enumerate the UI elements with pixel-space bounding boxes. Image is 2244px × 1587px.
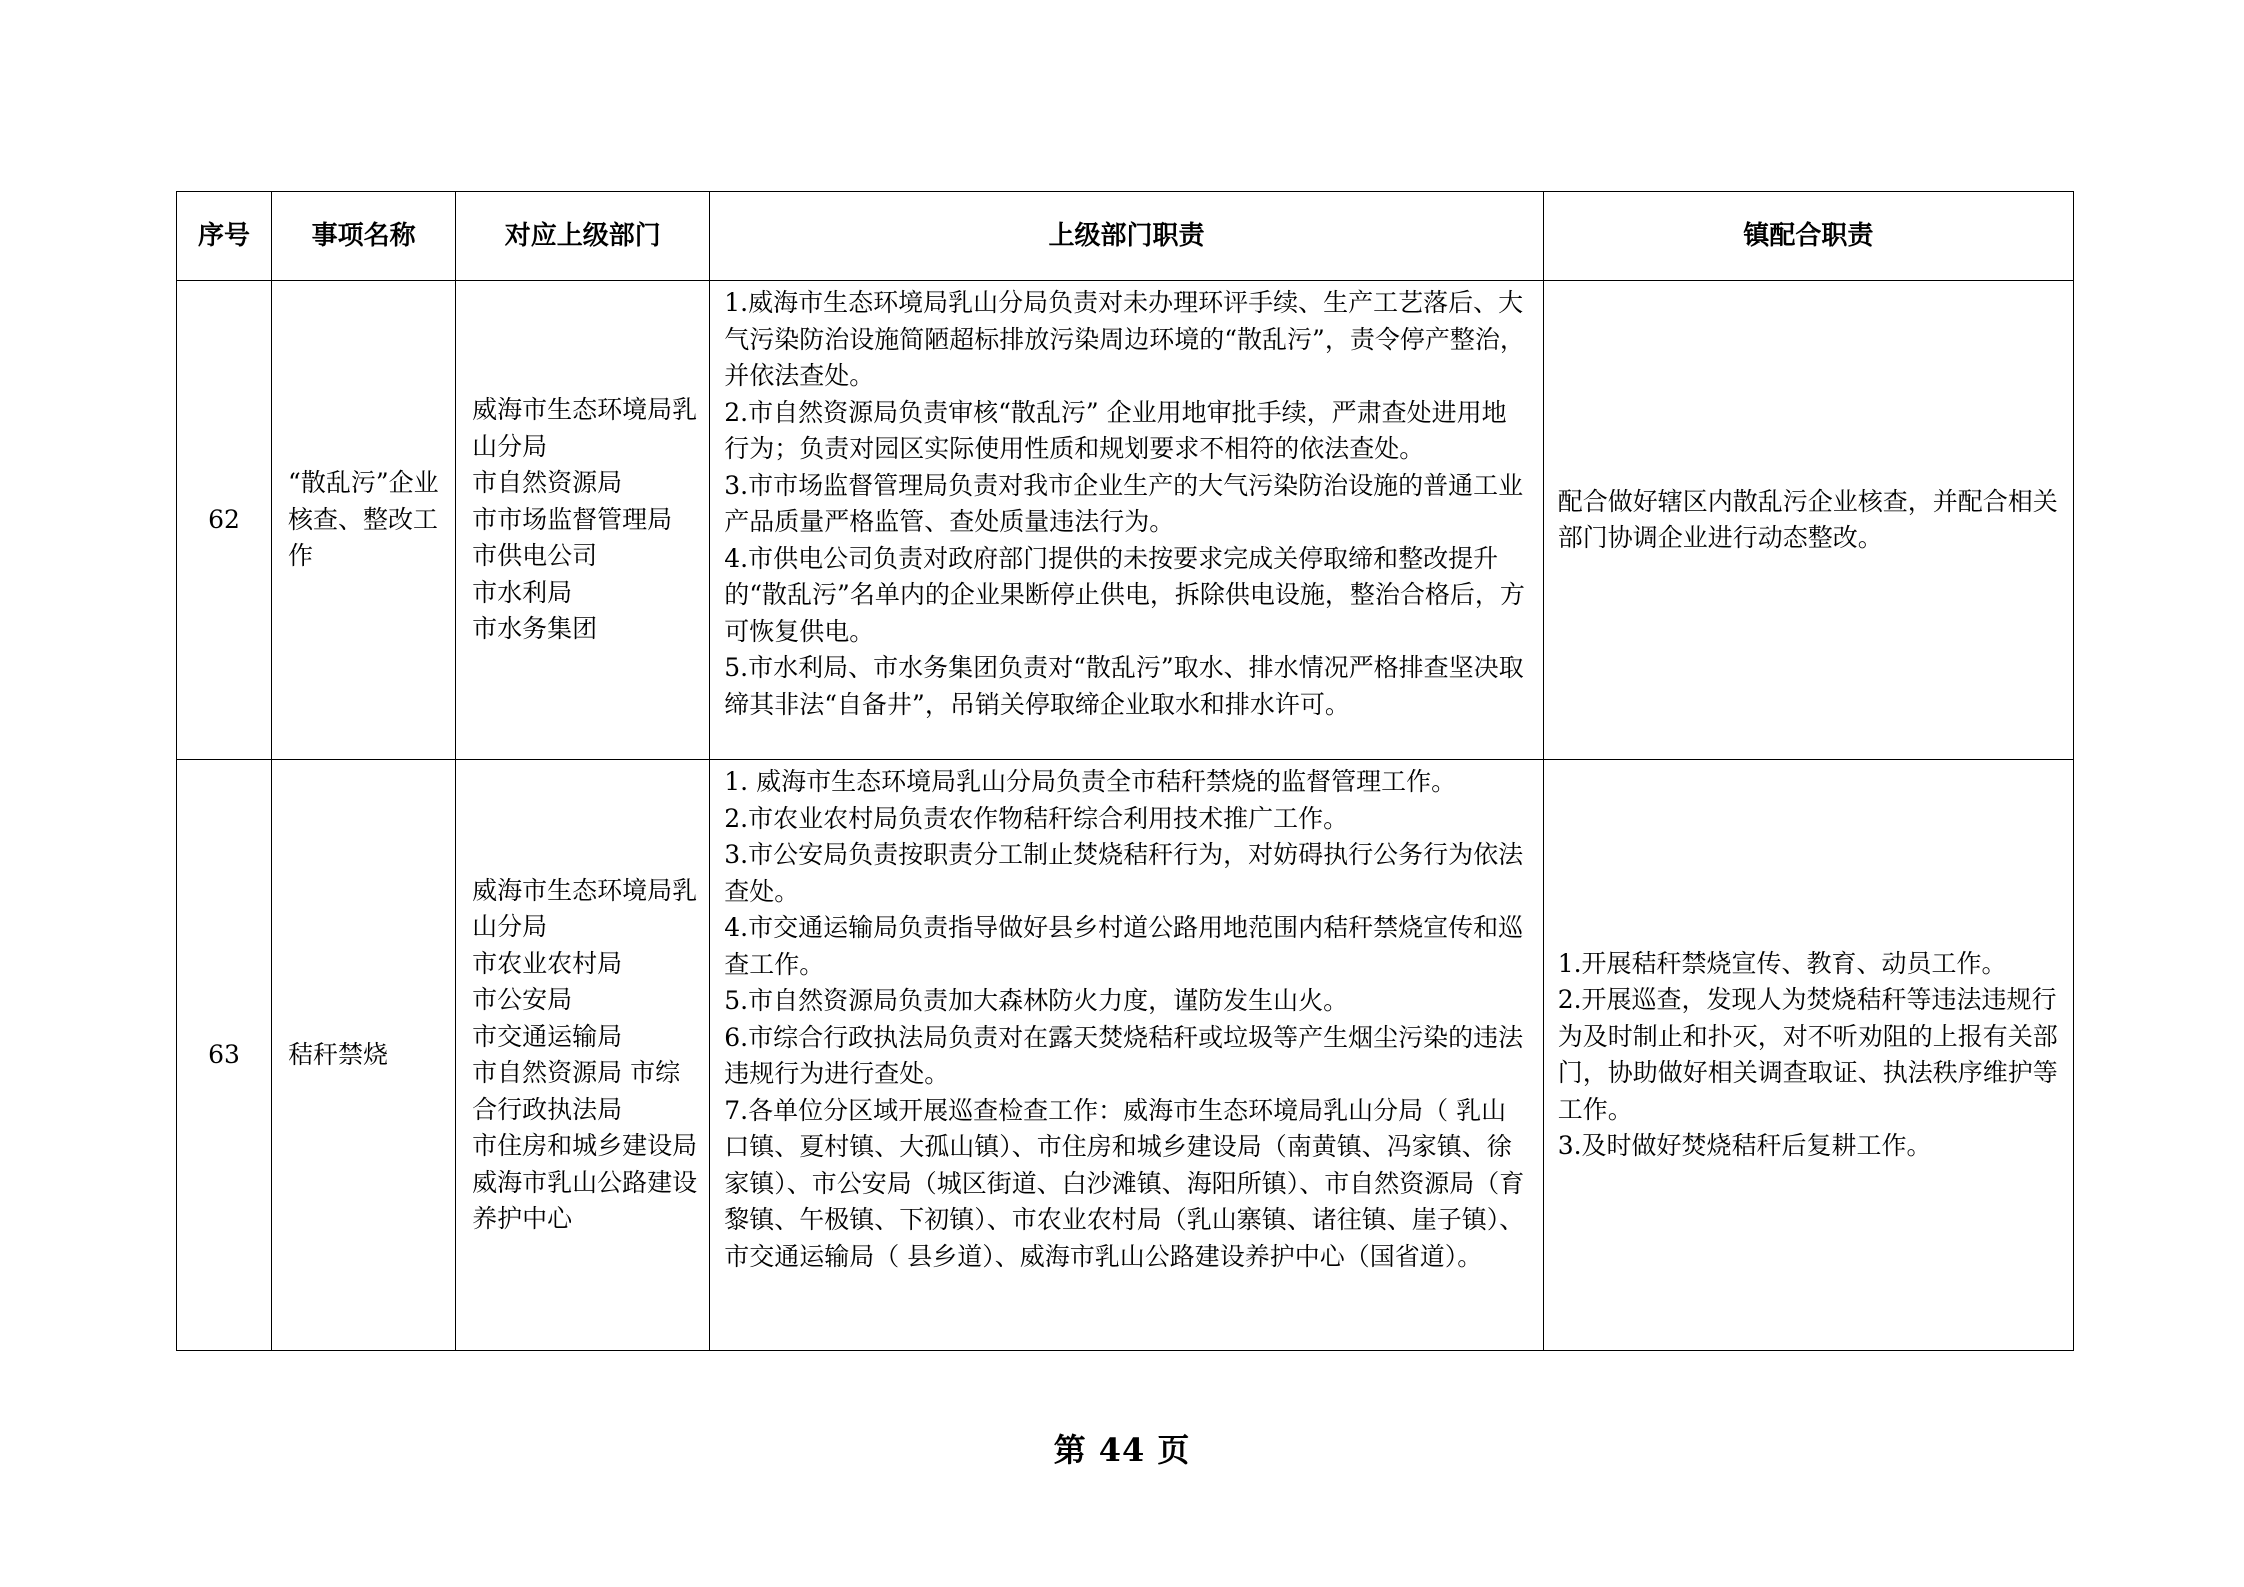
header-seq: 序号 — [177, 192, 272, 281]
town-duty-item: 2.开展巡查，发现人为焚烧秸秆等违法违规行为及时制止和扑灭，对不听劝阻的上报有关部门，协助做好相关调查取证、执法秩序维护等工作。 — [1557, 985, 2058, 1124]
duty-item: 5.市自然资源局负责加大森林防火力度，谨防发生山火。 — [724, 986, 1349, 1015]
duty-item: 2.市农业农村局负责农作物秸秆综合利用技术推广工作。 — [724, 803, 1349, 833]
duty-item: 4.市交通运输局负责指导做好县乡村道公路用地范围内秸秆禁烧宣传和巡查工作。 — [724, 913, 1524, 979]
row-superior-duty — [710, 281, 1543, 760]
dept-line: 市水利局 — [472, 577, 573, 607]
responsibility-table — [176, 191, 2074, 1351]
header-town-duty: 镇配合职责 — [1543, 192, 2073, 281]
row-superior-dept — [456, 281, 710, 760]
dept-line: 市自然资源局 — [472, 468, 623, 498]
header-superior-duty: 上级部门职责 — [710, 192, 1543, 281]
row-seq: 62 — [177, 281, 272, 760]
town-duty-item: 配合做好辖区内散乱污企业核查，并配合相关部门协调企业进行动态整改。 — [1557, 486, 2058, 552]
dept-line: 市自然资源局 市综合行政执法局 — [472, 1058, 681, 1124]
dept-line: 市供电公司 — [472, 541, 598, 571]
table-row — [177, 281, 2074, 760]
town-duty-item: 3.及时做好焚烧秸秆后复耕工作。 — [1557, 1131, 1932, 1160]
dept-line: 威海市生态环境局乳山分局 — [472, 875, 698, 941]
duty-item: 3.市公安局负责按职责分工制止焚烧秸秆行为，对妨碍执行公务行为依法查处。 — [724, 840, 1524, 906]
duty-item: 1. 威海市生态环境局乳山分局负责全市秸秆禁烧的监督管理工作。 — [724, 767, 1457, 796]
dept-line: 市水务集团 — [472, 614, 598, 644]
header-item-name: 事项名称 — [272, 192, 456, 281]
dept-line: 市农业农村局 — [472, 948, 623, 978]
duty-item: 3.市市场监督管理局负责对我市企业生产的大气污染防治设施的普通工业产品质量严格监管、查处质量违法行为。 — [724, 470, 1524, 536]
row-superior-duty — [710, 760, 1543, 1351]
row-item-name: “散乱污”企业核查、整改工作 — [272, 281, 456, 760]
dept-line: 威海市乳山公路建设养护中心 — [472, 1167, 698, 1233]
dept-line: 威海市生态环境局乳山分局 — [472, 395, 698, 461]
duty-item: 2.市自然资源局负责审核“散乱污” 企业用地审批手续，严肃查处进用地行为；负责对园区实际使用性质和规划要求不相符的依法查处。 — [724, 397, 1507, 463]
row-seq: 63 — [177, 760, 272, 1351]
table-header-row — [177, 192, 2074, 281]
duty-item: 5.市水利局、市水务集团负责对“散乱污”取水、排水情况严格排查坚决取缔其非法“自备井”，吊销关停取缔企业取水和排水许可。 — [724, 653, 1524, 719]
duty-item: 1.威海市生态环境局乳山分局负责对未办理环评手续、生产工艺落后、大气污染防治设施简陋超标排放污染周边环境的“散乱污”，责令停产整治，并依法查处。 — [724, 288, 1525, 390]
duty-item: 6.市综合行政执法局负责对在露天焚烧秸秆或垃圾等产生烟尘污染的违法违规行为进行查处。 — [724, 1022, 1524, 1088]
row-town-duty — [1543, 760, 2073, 1351]
table-row — [177, 760, 2074, 1351]
page-number: 第 44 页 — [1053, 1431, 1191, 1469]
header-superior-dept: 对应上级部门 — [456, 192, 710, 281]
dept-line: 市交通运输局 — [472, 1021, 623, 1051]
row-item-name: 秸秆禁烧 — [272, 760, 456, 1351]
row-town-duty — [1543, 281, 2073, 760]
town-duty-item: 1.开展秸秆禁烧宣传、教育、动员工作。 — [1557, 948, 2007, 978]
row-superior-dept — [456, 760, 710, 1351]
duty-item: 7.各单位分区域开展巡查检查工作：威海市生态环境局乳山分局（ 乳山口镇、夏村镇、大孤山镇）、市住房和城乡建设局（南黄镇、冯家镇、徐家镇）、市公安局（城区街道、白沙滩镇、海阳所镇）、市自然资源局（育黎镇、午极镇、下初镇）、市农业农村局（乳山寨镇、诸往镇、崖子镇）、市交通运输局（ 县乡道）、威海市乳山公路建设养护中心（国省道）。 — [724, 1095, 1525, 1271]
dept-line: 市公安局 — [472, 985, 573, 1014]
dept-line: 市住房和城乡建设局 — [472, 1131, 698, 1160]
dept-line: 市市场监督管理局 — [472, 504, 673, 534]
duty-item: 4.市供电公司负责对政府部门提供的未按要求完成关停取缔和整改提升的“散乱污”名单内的企业果断停止供电，拆除供电设施，整治合格后，方可恢复供电。 — [724, 543, 1525, 646]
